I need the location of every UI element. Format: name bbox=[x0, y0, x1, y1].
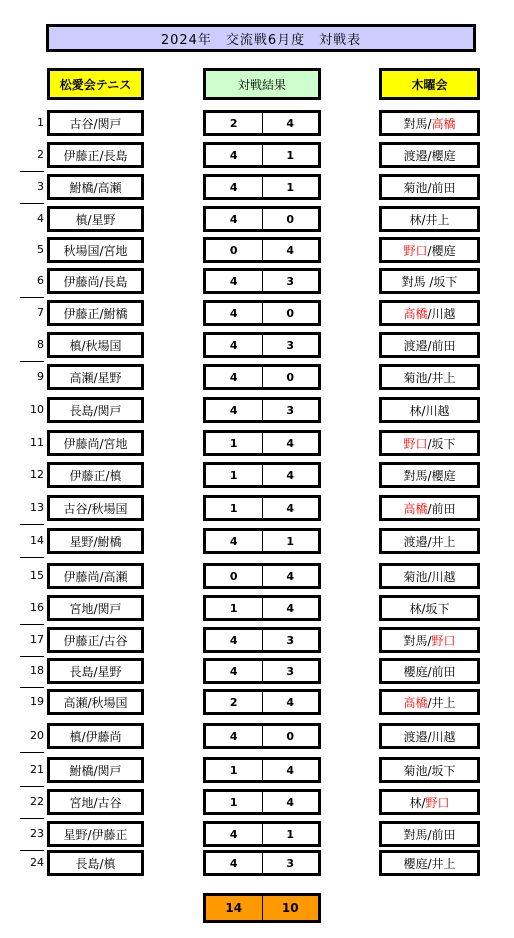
score-left: 2 bbox=[229, 116, 238, 130]
table-row bbox=[0, 495, 514, 521]
match-number: 22 bbox=[30, 795, 44, 808]
right-player-a: 渡邉/ bbox=[403, 534, 432, 549]
score-left: 4 bbox=[229, 664, 238, 678]
result-header: 対戦結果 bbox=[203, 68, 321, 100]
right-player-a: 櫻庭/ bbox=[403, 664, 432, 679]
score-right: 0 bbox=[286, 729, 295, 743]
score-left: 1 bbox=[229, 436, 238, 450]
right-pair bbox=[379, 206, 480, 232]
row-separator bbox=[20, 752, 44, 753]
match-score bbox=[203, 789, 321, 815]
match-score bbox=[203, 563, 321, 589]
left-pair: 伊藤正/鮒橋 bbox=[47, 300, 144, 326]
right-pair bbox=[379, 332, 480, 358]
row-separator bbox=[20, 624, 44, 625]
total-left: 14 bbox=[225, 901, 243, 915]
right-player-b: 櫻庭 bbox=[431, 148, 456, 163]
left-pair: 宮地/関戸 bbox=[47, 595, 144, 621]
match-number: 13 bbox=[30, 501, 44, 514]
right-pair bbox=[379, 462, 480, 488]
match-number: 4 bbox=[37, 212, 44, 225]
score-left: 1 bbox=[229, 795, 238, 809]
right-player-a: 渡邉/ bbox=[403, 148, 432, 163]
score-right: 4 bbox=[286, 243, 295, 257]
row-separator bbox=[20, 203, 44, 204]
right-player-a: 林/ bbox=[409, 403, 426, 418]
right-player-a: 對馬/ bbox=[403, 116, 432, 131]
right-player-a: 渡邉/ bbox=[403, 338, 432, 353]
table-row bbox=[0, 430, 514, 456]
right-player-b: /坂下 bbox=[427, 436, 456, 451]
match-number: 1 bbox=[37, 116, 44, 129]
right-pair bbox=[379, 850, 480, 876]
right-player-a: 野口 bbox=[403, 436, 428, 451]
score-right: 3 bbox=[286, 338, 295, 352]
score-left: 4 bbox=[229, 148, 238, 162]
right-player-a: 對馬/ bbox=[403, 633, 432, 648]
left-pair: 長島/星野 bbox=[47, 658, 144, 684]
right-player-a: 野口 bbox=[403, 243, 428, 258]
right-pair bbox=[379, 689, 480, 715]
left-pair: 古谷/関戸 bbox=[47, 110, 144, 136]
left-pair: 高瀬/星野 bbox=[47, 364, 144, 390]
total-score bbox=[203, 893, 321, 923]
left-pair: 宮地/古谷 bbox=[47, 789, 144, 815]
score-left: 2 bbox=[229, 695, 238, 709]
match-number: 6 bbox=[37, 274, 44, 287]
total-right: 10 bbox=[281, 901, 299, 915]
match-score bbox=[203, 689, 321, 715]
score-left: 1 bbox=[229, 763, 238, 777]
score-right: 4 bbox=[286, 501, 295, 515]
right-player-b: 坂下 bbox=[425, 601, 450, 616]
team-right-header: 木曜会 bbox=[379, 68, 480, 100]
team-left-header: 松愛会テニス bbox=[47, 68, 144, 100]
left-pair: 高瀬/秋場国 bbox=[47, 689, 144, 715]
right-player-b: 野口 bbox=[425, 795, 450, 810]
table-row bbox=[0, 110, 514, 136]
score-right: 4 bbox=[286, 795, 295, 809]
right-player-b: /川越 bbox=[427, 306, 456, 321]
right-pair bbox=[379, 821, 480, 847]
right-player-b: 井上 bbox=[425, 212, 450, 227]
table-row bbox=[0, 627, 514, 653]
right-player-a: 林/ bbox=[409, 795, 426, 810]
table-row bbox=[0, 850, 514, 876]
right-player-a: 櫻庭/ bbox=[403, 856, 432, 871]
score-left: 4 bbox=[229, 403, 238, 417]
match-score bbox=[203, 850, 321, 876]
score-right: 0 bbox=[286, 370, 295, 384]
right-pair bbox=[379, 430, 480, 456]
right-player-a: 菊池/ bbox=[403, 180, 432, 195]
score-right: 0 bbox=[286, 212, 295, 226]
right-player-b: 高橋 bbox=[431, 116, 456, 131]
row-separator bbox=[20, 524, 44, 525]
score-right: 4 bbox=[286, 763, 295, 777]
right-pair bbox=[379, 268, 480, 294]
left-pair: 星野/鮒橋 bbox=[47, 528, 144, 554]
right-player-a: 菊池/ bbox=[403, 569, 432, 584]
right-player-b: 坂下 bbox=[431, 763, 456, 778]
score-left: 4 bbox=[229, 856, 238, 870]
table-row bbox=[0, 300, 514, 326]
match-score bbox=[203, 110, 321, 136]
score-right: 3 bbox=[286, 664, 295, 678]
right-pair bbox=[379, 237, 480, 263]
table-row bbox=[0, 689, 514, 715]
match-number: 18 bbox=[30, 664, 44, 677]
score-right: 4 bbox=[286, 695, 295, 709]
left-pair: 古谷/秋場国 bbox=[47, 495, 144, 521]
right-player-a: 高橋 bbox=[403, 501, 428, 516]
right-player-b: 川越 bbox=[425, 403, 450, 418]
table-row bbox=[0, 528, 514, 554]
score-left: 4 bbox=[229, 729, 238, 743]
left-pair: 伊藤正/槙 bbox=[47, 462, 144, 488]
table-row bbox=[0, 332, 514, 358]
score-right: 0 bbox=[286, 306, 295, 320]
score-left: 4 bbox=[229, 212, 238, 226]
match-number: 24 bbox=[30, 856, 44, 869]
row-separator bbox=[20, 171, 44, 172]
score-left: 4 bbox=[229, 827, 238, 841]
score-left: 4 bbox=[229, 534, 238, 548]
table-row bbox=[0, 723, 514, 749]
right-pair bbox=[379, 757, 480, 783]
score-right: 4 bbox=[286, 601, 295, 615]
table-row bbox=[0, 658, 514, 684]
match-number: 2 bbox=[37, 148, 44, 161]
right-player-a: 林/ bbox=[409, 212, 426, 227]
match-score bbox=[203, 595, 321, 621]
right-pair bbox=[379, 563, 480, 589]
right-pair bbox=[379, 723, 480, 749]
left-pair: 伊藤尚/長島 bbox=[47, 268, 144, 294]
table-row bbox=[0, 364, 514, 390]
match-number: 23 bbox=[30, 827, 44, 840]
right-player-a: 林/ bbox=[409, 601, 426, 616]
left-pair: 星野/伊藤正 bbox=[47, 821, 144, 847]
right-player-a: 渡邉/ bbox=[403, 729, 432, 744]
right-player-b: 川越 bbox=[431, 729, 456, 744]
score-right: 3 bbox=[286, 633, 295, 647]
match-number: 16 bbox=[30, 601, 44, 614]
right-player-b: /前田 bbox=[427, 501, 456, 516]
page-title: 2024年 交流戦6月度 対戦表 bbox=[46, 24, 476, 52]
right-player-a: 高橋 bbox=[403, 695, 428, 710]
left-pair: 伊藤尚/宮地 bbox=[47, 430, 144, 456]
right-pair bbox=[379, 174, 480, 200]
right-player-b: 井上 bbox=[431, 370, 456, 385]
left-pair: 伊藤正/古谷 bbox=[47, 627, 144, 653]
match-score bbox=[203, 300, 321, 326]
table-row bbox=[0, 757, 514, 783]
score-left: 4 bbox=[229, 274, 238, 288]
table-row bbox=[0, 268, 514, 294]
right-pair bbox=[379, 495, 480, 521]
left-pair: 槙/伊藤尚 bbox=[47, 723, 144, 749]
left-pair: 槙/秋場国 bbox=[47, 332, 144, 358]
right-pair bbox=[379, 528, 480, 554]
match-score bbox=[203, 658, 321, 684]
right-player-b: /櫻庭 bbox=[427, 243, 456, 258]
table-row bbox=[0, 397, 514, 423]
left-pair: 長島/槙 bbox=[47, 850, 144, 876]
right-player-a: 菊池/ bbox=[403, 370, 432, 385]
table-row bbox=[0, 789, 514, 815]
score-left: 4 bbox=[229, 338, 238, 352]
match-score bbox=[203, 397, 321, 423]
match-score bbox=[203, 462, 321, 488]
match-number: 14 bbox=[30, 534, 44, 547]
table-row bbox=[0, 237, 514, 263]
right-player-b: 前田 bbox=[431, 338, 456, 353]
match-number: 21 bbox=[30, 763, 44, 776]
score-left: 4 bbox=[229, 370, 238, 384]
left-pair: 鮒橋/高瀬 bbox=[47, 174, 144, 200]
row-separator bbox=[20, 361, 44, 362]
score-right: 3 bbox=[286, 856, 295, 870]
row-separator bbox=[20, 656, 44, 657]
right-pair bbox=[379, 110, 480, 136]
left-pair: 長島/関戸 bbox=[47, 397, 144, 423]
score-left: 1 bbox=[229, 601, 238, 615]
right-pair bbox=[379, 627, 480, 653]
right-player-b: 井上 bbox=[431, 534, 456, 549]
right-player-b: 前田 bbox=[431, 664, 456, 679]
score-right: 4 bbox=[286, 468, 295, 482]
right-pair bbox=[379, 658, 480, 684]
right-pair bbox=[379, 595, 480, 621]
match-score bbox=[203, 142, 321, 168]
match-score bbox=[203, 206, 321, 232]
match-number: 8 bbox=[37, 338, 44, 351]
match-score bbox=[203, 332, 321, 358]
right-player-b: 井上 bbox=[431, 856, 456, 871]
right-player-a: 菊池/ bbox=[403, 763, 432, 778]
score-left: 0 bbox=[229, 243, 238, 257]
table-row bbox=[0, 821, 514, 847]
score-left: 4 bbox=[229, 180, 238, 194]
match-number: 17 bbox=[30, 633, 44, 646]
row-separator bbox=[20, 687, 44, 688]
right-player-b: 櫻庭 bbox=[431, 468, 456, 483]
score-right: 1 bbox=[286, 180, 295, 194]
match-score bbox=[203, 495, 321, 521]
match-number: 5 bbox=[37, 243, 44, 256]
score-right: 3 bbox=[286, 274, 295, 288]
match-number: 15 bbox=[30, 569, 44, 582]
table-row bbox=[0, 174, 514, 200]
table-row bbox=[0, 462, 514, 488]
right-pair bbox=[379, 397, 480, 423]
table-row bbox=[0, 595, 514, 621]
left-pair: 鮒橋/関戸 bbox=[47, 757, 144, 783]
table-row bbox=[0, 142, 514, 168]
match-number: 3 bbox=[37, 180, 44, 193]
left-pair: 秋場国/宮地 bbox=[47, 237, 144, 263]
match-number: 7 bbox=[37, 306, 44, 319]
right-player-b: 坂下 bbox=[433, 274, 458, 289]
score-left: 4 bbox=[229, 633, 238, 647]
match-score bbox=[203, 528, 321, 554]
match-score bbox=[203, 723, 321, 749]
score-right: 4 bbox=[286, 116, 295, 130]
match-number: 19 bbox=[30, 695, 44, 708]
score-left: 4 bbox=[229, 306, 238, 320]
table-row bbox=[0, 563, 514, 589]
row-separator bbox=[20, 557, 44, 558]
score-left: 1 bbox=[229, 468, 238, 482]
match-score bbox=[203, 174, 321, 200]
match-number: 11 bbox=[30, 436, 44, 449]
right-player-a: 對馬/ bbox=[403, 468, 432, 483]
right-player-b: /井上 bbox=[427, 695, 456, 710]
right-player-b: 野口 bbox=[431, 633, 456, 648]
score-right: 4 bbox=[286, 436, 295, 450]
match-number: 9 bbox=[37, 370, 44, 383]
score-right: 1 bbox=[286, 827, 295, 841]
left-pair: 槙/星野 bbox=[47, 206, 144, 232]
right-player-a: 高橋 bbox=[403, 306, 428, 321]
row-separator bbox=[20, 786, 44, 787]
right-pair bbox=[379, 789, 480, 815]
table-row bbox=[0, 206, 514, 232]
match-number: 12 bbox=[30, 468, 44, 481]
match-score bbox=[203, 364, 321, 390]
score-right: 3 bbox=[286, 403, 295, 417]
right-pair bbox=[379, 300, 480, 326]
left-pair: 伊藤正/長島 bbox=[47, 142, 144, 168]
score-right: 4 bbox=[286, 569, 295, 583]
right-pair bbox=[379, 364, 480, 390]
right-player-b: 川越 bbox=[431, 569, 456, 584]
match-score bbox=[203, 237, 321, 263]
match-score bbox=[203, 757, 321, 783]
right-pair bbox=[379, 142, 480, 168]
score-left: 1 bbox=[229, 501, 238, 515]
row-separator bbox=[20, 818, 44, 819]
right-player-a: 對馬/ bbox=[403, 827, 432, 842]
left-pair: 伊藤尚/高瀬 bbox=[47, 563, 144, 589]
match-score bbox=[203, 430, 321, 456]
match-score bbox=[203, 821, 321, 847]
score-right: 1 bbox=[286, 534, 295, 548]
right-player-b: 前田 bbox=[431, 827, 456, 842]
match-number: 20 bbox=[30, 729, 44, 742]
right-player-b: 前田 bbox=[431, 180, 456, 195]
match-score bbox=[203, 268, 321, 294]
match-number: 10 bbox=[30, 403, 44, 416]
row-separator bbox=[20, 297, 44, 298]
score-right: 1 bbox=[286, 148, 295, 162]
score-left: 0 bbox=[229, 569, 238, 583]
right-player-a: 對馬 / bbox=[401, 274, 434, 289]
match-score bbox=[203, 627, 321, 653]
